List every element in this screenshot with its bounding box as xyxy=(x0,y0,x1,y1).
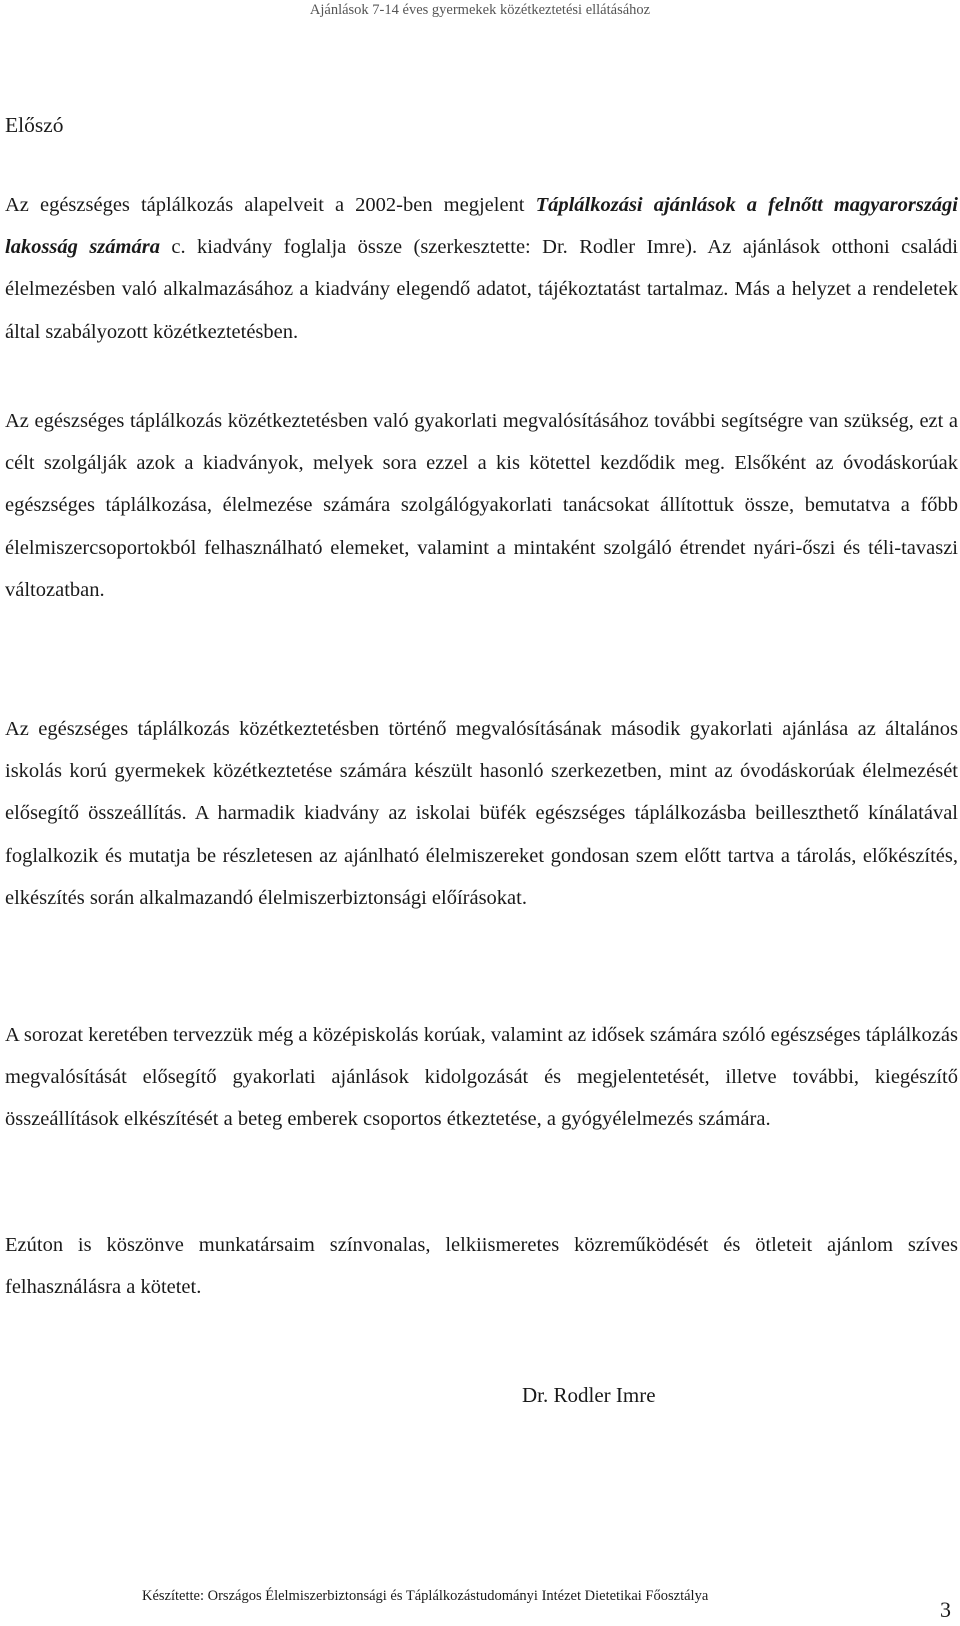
paragraph-2: Az egészséges táplálkozás közétkeztetésben való gyakorlati megvalósításához további segítségre van szükség, ezt a célt szolgálják azok a kiadványok, melyek sora ezzel a kis kötettel kezdődik meg. Elsőként az óvodáskorúak egészséges táplálkozása, élelmezése számára szolgálógyakorlati tanácsokat állítottuk össze, bemutatva a főbb élelmiszercsoportokból felhasználható elemeket, valamint a mintaként szolgáló étrendet nyári-őszi és téli-tavaszi változatban. xyxy=(5,410,958,601)
paragraph-5: Ezúton is köszönve munkatársaim színvonalas, lelkiismeretes közreműködését és ötleteit ajánlom szíves felhasználásra a kötetet. xyxy=(5,1234,958,1299)
signature: Dr. Rodler Imre xyxy=(522,1383,656,1407)
publication-title: Táplálkozási ajánlások a felnőtt magyarországi lakosság számára xyxy=(5,194,958,259)
page-number: 3 xyxy=(940,1597,951,1622)
paragraph-3: Az egészséges táplálkozás közétkeztetésben történő megvalósításának második gyakorlati ajánlása az általános iskolás korú gyermekek közétkeztetése számára készült hasonló szerkezetben, mint az óvodáskorúak élelmezését elősegítő összeállítás. A harmadik kiadvány az iskolai büfék egészséges táplálkozásba beilleszthető kínálatával foglalkozik és mutatja be részletesen az ajánlható élelmiszereket gondosan szem előtt tartva a tárolás, előkészítés, elkészítés során alkalmazandó élelmiszerbiztonsági előírásokat. xyxy=(5,718,958,909)
paragraph-4: A sorozat keretében tervezzük még a középiskolás korúak, valamint az idősek számára szóló egészséges táplálkozás megvalósítását elősegítő gyakorlati ajánlások kidolgozását és megjelentetését, illetve további, kiegészítő összeállítások elkészítését a beteg emberek csoportos étkeztetése, a gyógyélelmezés számára. xyxy=(5,1024,958,1131)
paragraph-1-text-b: c. kiadvány foglalja össze (szerkesztette: Dr. Rodler Imre). Az ajánlások otthoni családi élelmezésben való alkalmazásához a kiadvány elegendő adatot, tájékoztatást tartalmaz. Más a helyzet a rendeletek által szabályozott közétkeztetésben. xyxy=(5,236,959,343)
footer: Készítette: Országos Élelmiszerbiztonsági és Táplálkozástudományi Intézet Dietetikai Főosztálya xyxy=(142,1588,709,1604)
section-title: Előszó xyxy=(5,113,64,137)
paragraph-1-text-a: Az egészséges táplálkozás alapelveit a 2002-ben megjelent xyxy=(5,194,536,216)
paragraph-1 xyxy=(5,184,958,353)
running-header: Ajánlások 7-14 éves gyermekek közétkeztetési ellátásához xyxy=(309,2,651,18)
